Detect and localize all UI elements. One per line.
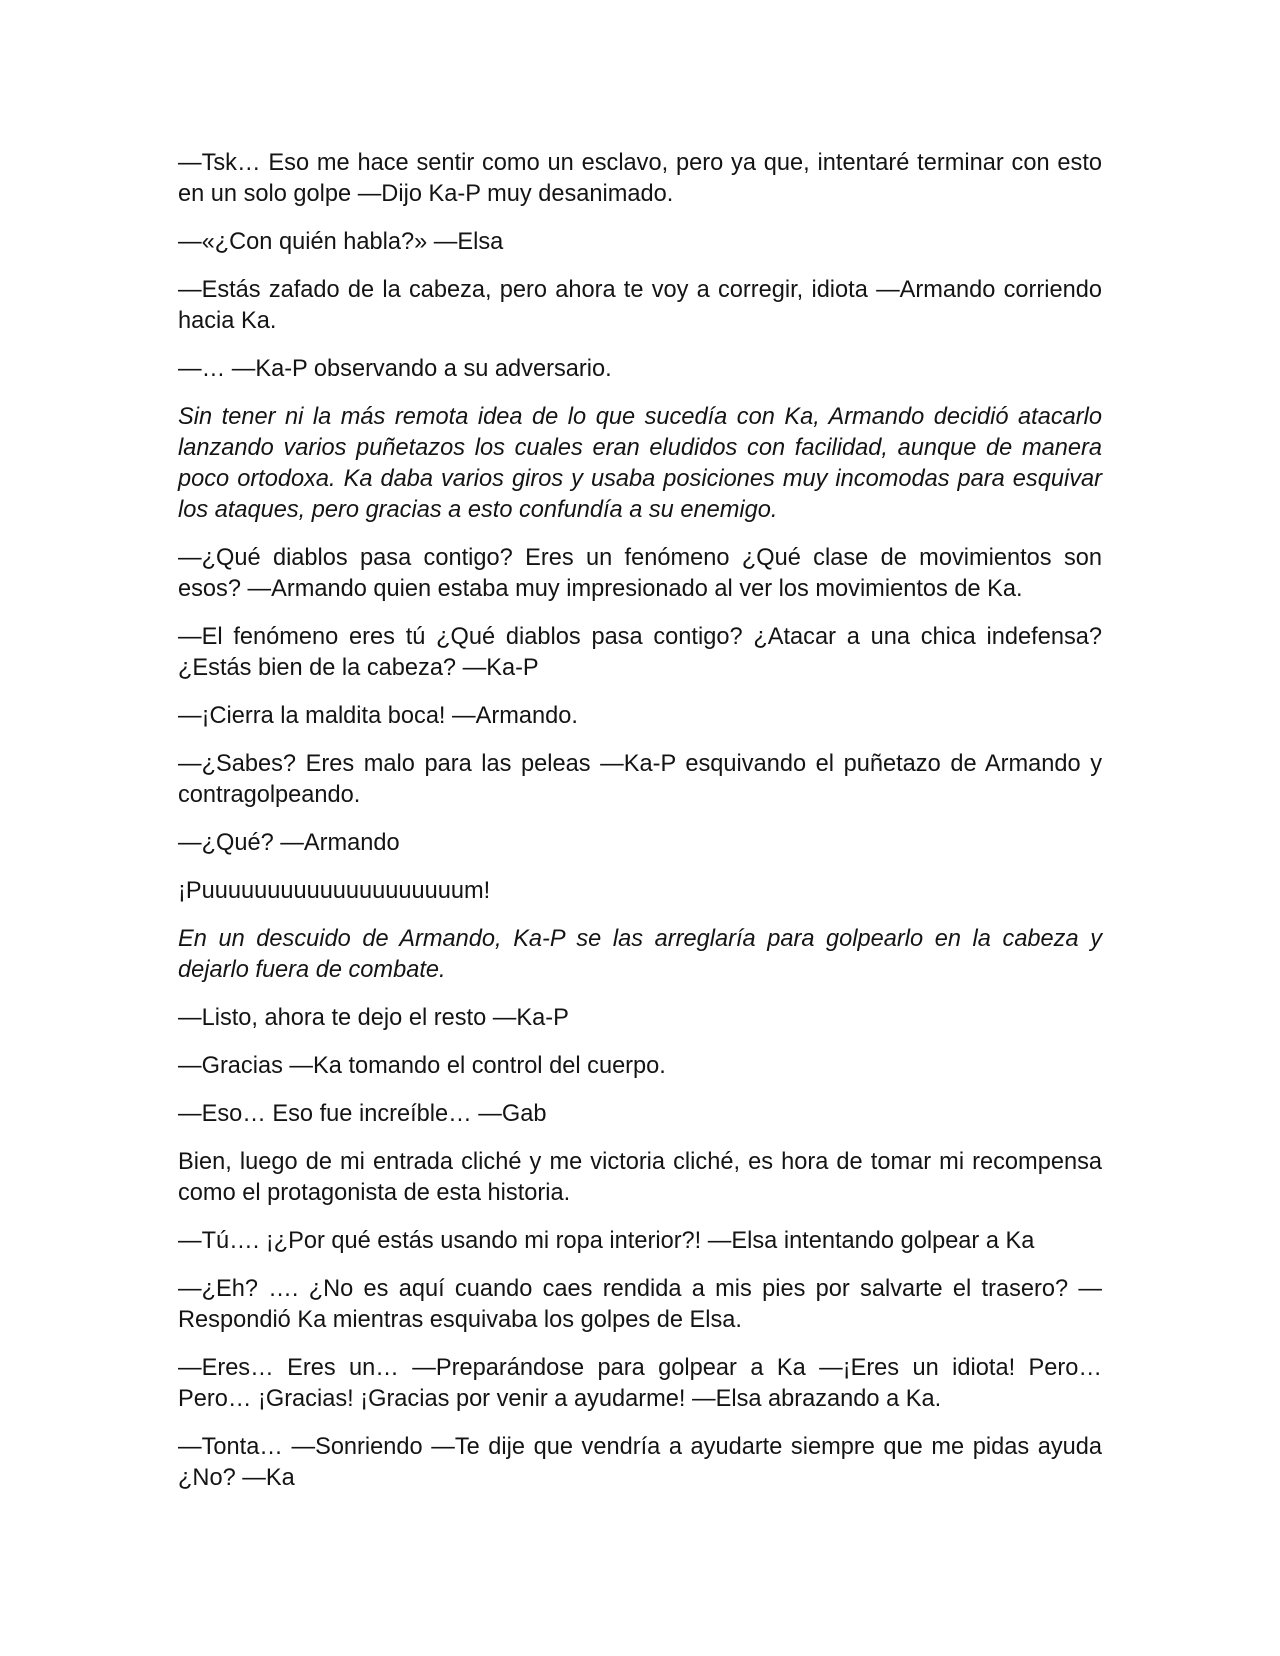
paragraph-narration: Bien, luego de mi entrada cliché y me victoria cliché, es hora de tomar mi recompensa como el protagonista de esta historia. <box>178 1149 1102 1206</box>
paragraph-narration: Sin tener ni la más remota idea de lo que sucedía con Ka, Armando decidió atacarlo lanzando varios puñetazos los cuales eran eludidos con facilidad, aunque de manera poco ortodoxa. Ka daba varios giros y usaba posiciones muy incomodas para esquivar los ataques, pero gracias a esto confundía a su enemigo. <box>178 404 1102 523</box>
paragraph-dialogue: —Gracias —Ka tomando el control del cuerpo. <box>178 1053 666 1079</box>
paragraph-dialogue: —Tsk… Eso me hace sentir como un esclavo, pero ya que, intentaré terminar con esto en un solo golpe —Dijo Ka-P muy desanimado. <box>178 150 1102 207</box>
paragraph-dialogue: —Listo, ahora te dejo el resto —Ka-P <box>178 1005 569 1031</box>
paragraph-dialogue: —… —Ka-P observando a su adversario. <box>178 356 612 382</box>
paragraph-dialogue: —Eso… Eso fue increíble… —Gab <box>178 1101 547 1127</box>
paragraph-dialogue: —Tú…. ¡¿Por qué estás usando mi ropa interior?! —Elsa intentando golpear a Ka <box>178 1228 1035 1254</box>
paragraph-dialogue: —¿Qué? —Armando <box>178 830 400 856</box>
document-page <box>178 148 1102 1511</box>
paragraph-dialogue: —Eres… Eres un… —Preparándose para golpear a Ka —¡Eres un idiota! Pero… Pero… ¡Gracias! ¡Gracias por venir a ayudarme! —Elsa abrazando a Ka. <box>178 1355 1102 1412</box>
paragraph-dialogue: —Tonta… —Sonriendo —Te dije que vendría a ayudarte siempre que me pidas ayuda ¿No? —Ka <box>178 1434 1102 1491</box>
paragraph-narration: En un descuido de Armando, Ka-P se las arreglaría para golpearlo en la cabeza y dejarlo fuera de combate. <box>178 926 1102 983</box>
paragraph-dialogue: —El fenómeno eres tú ¿Qué diablos pasa contigo? ¿Atacar a una chica indefensa? ¿Estás bien de la cabeza? —Ka-P <box>178 624 1102 681</box>
paragraph-dialogue: —¡Cierra la maldita boca! —Armando. <box>178 703 578 729</box>
paragraph-dialogue: —¿Sabes? Eres malo para las peleas —Ka-P esquivando el puñetazo de Armando y contragolpeando. <box>178 751 1102 808</box>
paragraph-dialogue: —Estás zafado de la cabeza, pero ahora te voy a corregir, idiota —Armando corriendo hacia Ka. <box>178 277 1102 334</box>
paragraph-dialogue: —«¿Con quién habla?» —Elsa <box>178 229 504 255</box>
paragraph-sound-effect: ¡Puuuuuuuuuuuuuuuuuuuum! <box>178 878 491 904</box>
paragraph-dialogue: —¿Qué diablos pasa contigo? Eres un fenómeno ¿Qué clase de movimientos son esos? —Armando quien estaba muy impresionado al ver los movimientos de Ka. <box>178 545 1102 602</box>
paragraph-dialogue: —¿Eh? …. ¿No es aquí cuando caes rendida a mis pies por salvarte el trasero? —Respondió Ka mientras esquivaba los golpes de Elsa. <box>178 1276 1102 1333</box>
